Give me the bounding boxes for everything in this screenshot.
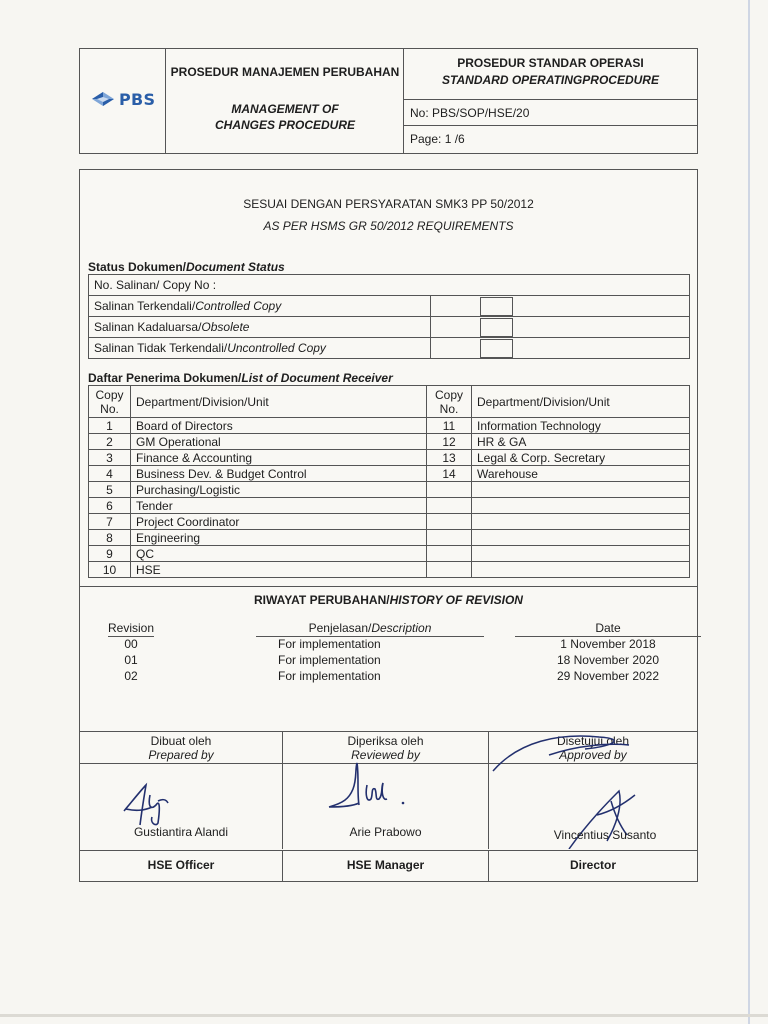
sop-indonesian: PROSEDUR STANDAR OPERASI xyxy=(457,56,644,70)
header-title-cell xyxy=(166,49,404,153)
prepared-by-cell: Dibuat oleh Prepared by Gustiantira Alandi xyxy=(80,731,283,849)
document-receiver-table xyxy=(88,385,690,578)
copy-number-cell: 1 xyxy=(89,418,131,434)
col-department: Department/Division/Unit xyxy=(131,386,427,418)
copy-number-label: No. Salinan/ Copy No : xyxy=(89,275,690,296)
company-logo xyxy=(90,89,155,109)
uncontrolled-copy-checkbox[interactable] xyxy=(480,339,513,358)
receiver-row xyxy=(89,530,690,546)
copy-number-cell: 4 xyxy=(89,466,131,482)
page-bottom-edge xyxy=(0,1014,768,1017)
copy-number-cell: 5 xyxy=(89,482,131,498)
receiver-row xyxy=(89,466,690,482)
department-cell: HSE xyxy=(131,562,427,578)
department-cell: Information Technology xyxy=(472,418,690,434)
pbs-logo-icon xyxy=(90,89,116,109)
receiver-row xyxy=(89,562,690,578)
department-cell xyxy=(472,498,690,514)
revision-number: 01 xyxy=(124,653,138,667)
copy-number-cell xyxy=(427,546,472,562)
revision-description: For implementation xyxy=(278,653,381,667)
copy-number-cell: 13 xyxy=(427,450,472,466)
department-cell xyxy=(472,562,690,578)
col-copy-no: Copy No. xyxy=(89,386,131,418)
copy-number-cell: 7 xyxy=(89,514,131,530)
department-cell: Finance & Accounting xyxy=(131,450,427,466)
receiver-row xyxy=(89,498,690,514)
requirement-indonesian: SESUAI DENGAN PERSYARATAN SMK3 PP 50/2012 xyxy=(243,197,534,211)
copy-number-cell: 2 xyxy=(89,434,131,450)
sop-label xyxy=(404,49,697,100)
department-cell xyxy=(472,530,690,546)
copy-number-cell: 6 xyxy=(89,498,131,514)
revision-number: 00 xyxy=(124,637,138,651)
col-description: Penjelasan/Description xyxy=(256,621,484,637)
revision-number: 02 xyxy=(124,669,138,683)
receiver-heading: Daftar Penerima Dokumen/List of Document Receiver xyxy=(88,371,393,385)
reviewed-by-cell: Diperiksa oleh Reviewed by Arie Prabowo xyxy=(283,731,489,849)
header-meta-cell xyxy=(404,49,697,153)
receiver-row xyxy=(89,546,690,562)
document-status-table xyxy=(88,274,690,359)
copy-number-cell: 10 xyxy=(89,562,131,578)
signature-reviewed-icon xyxy=(319,759,419,819)
receiver-row xyxy=(89,450,690,466)
department-cell xyxy=(472,482,690,498)
revision-description: For implementation xyxy=(278,637,381,651)
copy-number-cell xyxy=(427,562,472,578)
title-english: MANAGEMENT OF CHANGES PROCEDURE xyxy=(214,102,355,132)
col-department: Department/Division/Unit xyxy=(472,386,690,418)
copy-number-cell: 11 xyxy=(427,418,472,434)
col-copy-no: Copy No. xyxy=(427,386,472,418)
department-cell: HR & GA xyxy=(472,434,690,450)
requirement-english: AS PER HSMS GR 50/2012 REQUIREMENTS xyxy=(263,219,514,233)
reviewed-by-role: HSE Manager xyxy=(283,851,489,882)
document-body xyxy=(79,169,698,882)
col-revision: Revision xyxy=(108,621,155,635)
revision-date: 29 November 2022 xyxy=(556,669,660,683)
logo-cell xyxy=(80,49,166,153)
status-row: Salinan Tidak Terkendali/Uncontrolled Copy xyxy=(89,338,690,359)
department-cell: Warehouse xyxy=(472,466,690,482)
obsolete-checkbox[interactable] xyxy=(480,318,513,337)
status-row: Salinan Kadaluarsa/Obsolete xyxy=(89,317,690,338)
department-cell xyxy=(472,546,690,562)
copy-number-cell: 14 xyxy=(427,466,472,482)
history-heading: RIWAYAT PERUBAHAN/HISTORY OF REVISION xyxy=(254,593,523,607)
col-date: Date xyxy=(515,621,701,637)
approved-by-role: Director xyxy=(569,858,616,872)
receiver-row xyxy=(89,434,690,450)
approved-by-name: Vincentius Susanto xyxy=(553,828,657,842)
department-cell: Business Dev. & Budget Control xyxy=(131,466,427,482)
department-cell: Board of Directors xyxy=(131,418,427,434)
copy-number-cell xyxy=(427,514,472,530)
logo-text: PBS xyxy=(119,89,156,109)
controlled-copy-checkbox[interactable] xyxy=(480,297,513,316)
copy-number-cell xyxy=(427,482,472,498)
department-cell: Project Coordinator xyxy=(131,514,427,530)
revision-description: For implementation xyxy=(278,669,381,683)
signature-row xyxy=(80,731,697,849)
receiver-row xyxy=(89,482,690,498)
revision-date: 18 November 2020 xyxy=(556,653,660,667)
copy-number-cell: 12 xyxy=(427,434,472,450)
department-cell: QC xyxy=(131,546,427,562)
approved-by-cell: Disetujui oleh Approved by Vincentius Susanto xyxy=(489,731,697,849)
receiver-row xyxy=(89,514,690,530)
copy-number-cell: 8 xyxy=(89,530,131,546)
department-cell: Tender xyxy=(131,498,427,514)
copy-number-cell xyxy=(427,530,472,546)
copy-number-cell xyxy=(427,498,472,514)
role-row xyxy=(80,850,697,882)
department-cell: GM Operational xyxy=(131,434,427,450)
page-edge xyxy=(748,0,750,1024)
document-header xyxy=(79,48,698,154)
status-row: Salinan Terkendali/Controlled Copy xyxy=(89,296,690,317)
department-cell: Legal & Corp. Secretary xyxy=(472,450,690,466)
department-cell: Purchasing/Logistic xyxy=(131,482,427,498)
signature-prepared-icon xyxy=(120,781,180,829)
divider xyxy=(80,586,697,587)
copy-number-cell: 9 xyxy=(89,546,131,562)
department-cell xyxy=(472,514,690,530)
document-number: No: PBS/SOP/HSE/20 xyxy=(404,100,697,126)
prepared-by-name: Gustiantira Alandi xyxy=(133,825,229,839)
revision-date: 1 November 2018 xyxy=(560,637,656,651)
department-cell: Engineering xyxy=(131,530,427,546)
sop-english: STANDARD OPERATINGPROCEDURE xyxy=(442,73,659,87)
copy-number-cell: 3 xyxy=(89,450,131,466)
title-indonesian: PROSEDUR MANAJEMEN PERUBAHAN xyxy=(170,65,400,79)
reviewed-by-name: Arie Prabowo xyxy=(349,825,422,839)
prepared-by-role: HSE Officer xyxy=(80,851,283,882)
page-number: Page: 1 /6 xyxy=(410,132,465,146)
receiver-row xyxy=(89,418,690,434)
status-heading: Status Dokumen/Document Status xyxy=(88,260,285,274)
